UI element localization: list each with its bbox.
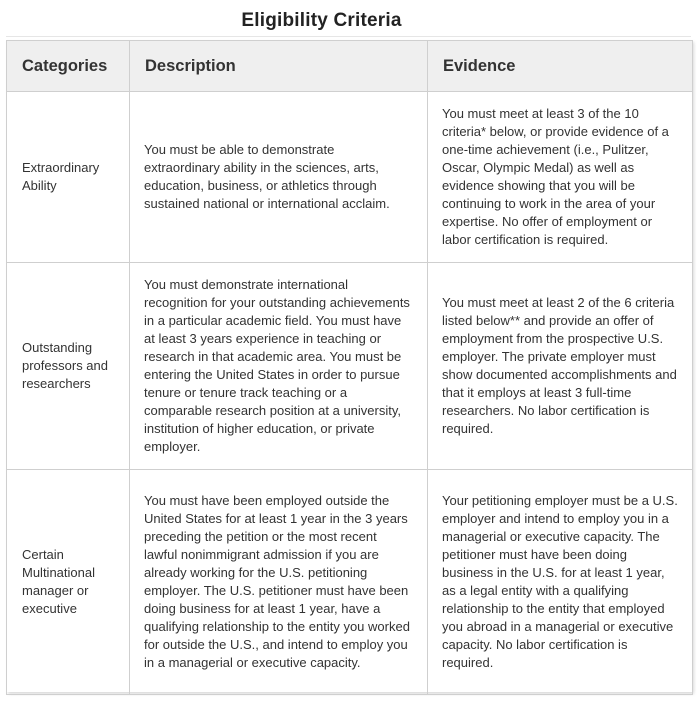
title-divider: [6, 36, 691, 37]
header-evidence: Evidence: [428, 41, 693, 92]
evidence-cell: You must meet at least 2 of the 6 criteria listed below** and provide an offer of employment from the prospective U.S. employer. The private employer must show documented accomplishments and that it employs at least 3 full-time researchers. No labor certification is required.: [428, 263, 693, 470]
category-cell: Outstanding professors and researchers: [7, 263, 130, 470]
page-title: Eligibility Criteria: [241, 10, 402, 31]
table-body: [7, 92, 693, 695]
table-header: [7, 41, 693, 92]
table-row: [7, 92, 693, 263]
description-cell: You must be able to demonstrate extraordinary ability in the sciences, arts, education, business, or athletics through sustained national or international acclaim.: [130, 92, 428, 263]
category-cell: Extraordinary Ability: [7, 92, 130, 263]
eligibility-table-container: [6, 40, 692, 692]
evidence-cell: Your petitioning employer must be a U.S. employer and intend to employ you in a managerial or executive capacity. The petitioner must have been doing business in the U.S. for at least 1 year, as a legal entity with a qualifying relationship to the entity that employed you abroad in a managerial or executive capacity. No labor certification is required.: [428, 470, 693, 695]
description-cell: You must have been employed outside the United States for at least 1 year in the 3 years preceding the petition or the most recent lawful nonimmigrant admission if you are already working for the U.S. petitioning employer. The U.S. petitioner must have been doing business for at least 1 year, have a qualifying relationship to the entity you worked for outside the U.S., and intend to employ you in a managerial or executive capacity.: [130, 470, 428, 695]
header-description: Description: [130, 41, 428, 92]
eligibility-table: [6, 40, 693, 695]
table-row: [7, 470, 693, 695]
header-row: [7, 41, 693, 92]
table-row: [7, 263, 693, 470]
description-cell: You must demonstrate international recognition for your outstanding achievements in a particular academic field. You must have at least 3 years experience in teaching or research in that academic area. You must be entering the United States in order to pursue tenure or tenure track teaching or a comparable research position at a university, institution of higher education, or private employer.: [130, 263, 428, 470]
category-cell: Certain Multinational manager or executive: [7, 470, 130, 695]
evidence-cell: You must meet at least 3 of the 10 criteria* below, or provide evidence of a one-time achievement (i.e., Pulitzer, Oscar, Olympic Medal) as well as evidence showing that you will be continuing to work in the area of your expertise. No offer of employment or labor certification is required.: [428, 92, 693, 263]
header-categories: Categories: [7, 41, 130, 92]
